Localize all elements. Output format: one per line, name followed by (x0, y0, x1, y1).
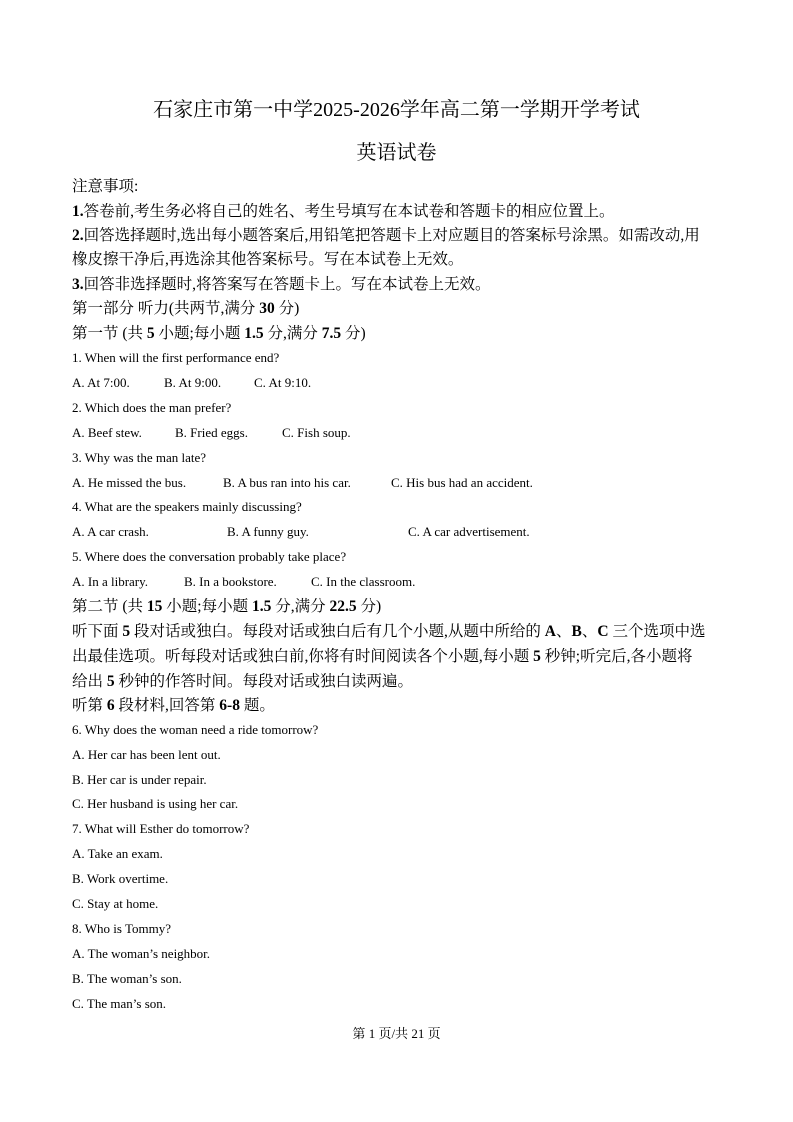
question-6-stem: 6. Why does the woman need a ride tomorrow? (72, 722, 319, 737)
question-1-options (72, 375, 311, 391)
question-5-options (72, 574, 415, 590)
note-item-2-number: 2. (72, 227, 84, 244)
note-item-1 (72, 202, 615, 222)
note-item-3-number: 3. (72, 276, 84, 293)
question-2-option-a: A. Beef stew. (72, 425, 142, 440)
instructions-line-3: 给出 5 秒钟的作答时间。每段对话或独白读两遍。 (72, 673, 414, 690)
question-1-option-a: A. At 7:00. (72, 375, 130, 390)
question-2-option-b: B. Fried eggs. (175, 425, 248, 440)
section-1-heading: 第一节 (共 5 小题;每小题 1.5 分,满分 7.5 分) (72, 325, 366, 342)
question-3-options (72, 475, 533, 491)
question-4-option-c: C. A car advertisement. (408, 524, 530, 539)
question-1-option-b: B. At 9:00. (164, 375, 222, 390)
question-3-stem: 3. Why was the man late? (72, 450, 207, 465)
question-8-option-c: C. The man’s son. (72, 996, 167, 1011)
note-item-2-text: 回答选择题时,选出每小题答案后,用铅笔把答题卡上对应题目的答案标号涂黑。如需改动,用 (83, 227, 700, 244)
current-page-number: 1 (368, 1026, 376, 1041)
question-6-option-b: B. Her car is under repair. (72, 772, 207, 787)
note-item-3 (72, 275, 491, 295)
note-item-1-number: 1. (72, 203, 84, 220)
page-footer: 第 1 页/共 21 页 (352, 1026, 441, 1041)
total-pages: 21 (411, 1026, 425, 1041)
question-4-options (72, 524, 530, 540)
section-2-heading: 第二节 (共 15 小题;每小题 1.5 分,满分 22.5 分) (72, 598, 382, 615)
question-7-stem: 7. What will Esther do tomorrow? (72, 821, 250, 836)
part-1-score: 30 (259, 300, 275, 317)
question-7-option-b: B. Work overtime. (72, 871, 169, 886)
material-6-heading: 听第 6 段材料,回答第 6-8 题。 (72, 697, 275, 714)
question-5-stem: 5. Where does the conversation probably take place? (72, 549, 347, 564)
note-item-1-text: 答卷前,考生务必将自己的姓名、考生号填写在本试卷和答题卡的相应位置上。 (83, 203, 615, 220)
question-2-option-c: C. Fish soup. (282, 425, 351, 440)
part-1-heading: 第一部分 听力(共两节,满分 30 分) (72, 300, 300, 317)
instructions-line-1: 听下面 5 段对话或独白。每段对话或独白后有几个小题,从题中所给的 A、B、C 三个选项中选 (72, 623, 706, 640)
question-8-stem: 8. Who is Tommy? (72, 921, 171, 936)
question-4-option-b: B. A funny guy. (227, 524, 309, 539)
question-6-option-c: C. Her husband is using her car. (72, 796, 239, 811)
note-item-3-text: 回答非选择题时,将答案写在答题卡上。写在本试卷上无效。 (83, 276, 491, 293)
question-8-option-b: B. The woman’s son. (72, 971, 182, 986)
question-3-option-c: C. His bus had an accident. (391, 475, 533, 490)
question-3-option-a: A. He missed the bus. (72, 475, 187, 490)
notes-heading: 注意事项: (72, 178, 139, 195)
question-5-option-c: C. In the classroom. (311, 574, 416, 589)
question-2-stem: 2. Which does the man prefer? (72, 400, 232, 415)
instructions-line-2: 出最佳选项。听每段对话或独白前,你将有时间阅读各个小题,每小题 5 秒钟;听完后,各小题将 (72, 648, 693, 665)
question-7-option-c: C. Stay at home. (72, 896, 159, 911)
question-4-stem: 4. What are the speakers mainly discussing? (72, 499, 302, 514)
question-1-option-c: C. At 9:10. (254, 375, 312, 390)
question-8-option-a: A. The woman’s neighbor. (72, 946, 211, 961)
question-5-option-b: B. In a bookstore. (184, 574, 277, 589)
question-4-option-a: A. A car crash. (72, 524, 149, 539)
exam-title: 石家庄市第一中学2025-2026学年高二第一学期开学考试 (153, 99, 640, 121)
exam-subtitle: 英语试卷 (356, 142, 437, 164)
note-item-2 (72, 226, 700, 246)
question-1-stem: 1. When will the first performance end? (72, 350, 280, 365)
note-item-2-continued: 橡皮擦干净后,再选涂其他答案标号。写在本试卷上无效。 (72, 251, 464, 268)
question-2-options (72, 425, 351, 441)
question-3-option-b: B. A bus ran into his car. (223, 475, 351, 490)
question-6-option-a: A. Her car has been lent out. (72, 747, 221, 762)
question-5-option-a: A. In a library. (72, 574, 149, 589)
question-7-option-a: A. Take an exam. (72, 846, 163, 861)
